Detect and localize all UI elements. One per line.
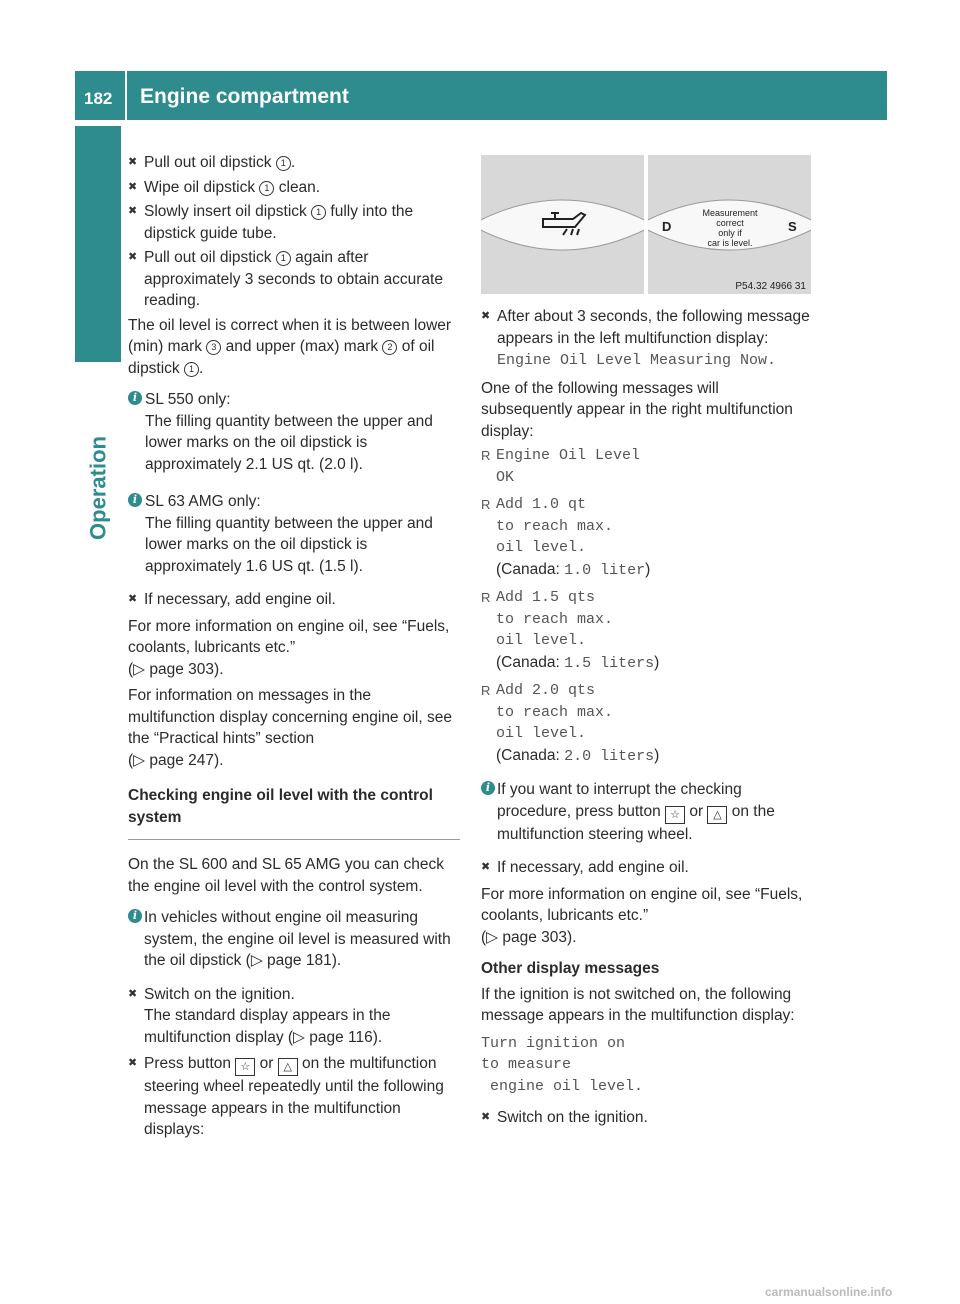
header-divider: [125, 71, 127, 120]
page-ref-link[interactable]: (▷ page 303).: [481, 928, 577, 946]
info-sl63: i SL 63 AMG only: The filling quantity between the upper and lower marks on the oil dipstick is approximately 1.6 US qt. (1.5 l).: [128, 491, 460, 577]
step-press-button: ✖ Press button ☆ or △ on the multifunction steering wheel repeatedly until the following message appears in the multifunction displays:: [128, 1053, 460, 1141]
left-display-graphic: [481, 155, 644, 294]
display-letter-d: D: [662, 219, 672, 234]
left-display-panel: [481, 155, 644, 294]
info-icon: i: [481, 781, 495, 795]
step-switch-ignition: ✖ Switch on the ignition.: [481, 1107, 813, 1129]
display-line: correct: [716, 218, 744, 228]
callout-1: 1: [276, 156, 291, 171]
info-icon: i: [128, 909, 142, 923]
following-messages-text: One of the following messages will subsequently appear in the right multifunction display:: [481, 379, 793, 440]
section-heading: Checking engine oil level with the control system: [128, 787, 433, 826]
message-item: R Engine Oil Level OK: [481, 445, 813, 488]
step-pull-out: ✖ Pull out oil dipstick 1 .: [128, 152, 460, 174]
callout-1: 1: [259, 181, 274, 196]
other-messages-text: If the ignition is not switched on, the following message appears in the multifunction display:: [481, 985, 795, 1024]
section-title: Engine compartment: [140, 85, 349, 108]
arrow-up-button-icon: △: [707, 806, 727, 824]
messages-info-text: For information on messages in the multifunction display concerning engine oil, see the “Practical hints” section (▷ page 247).: [128, 687, 452, 769]
step-ignition: ✖ Switch on the ignition. The standard display appears in the multifunction display (▷ page 116).: [128, 984, 460, 1049]
info-sl550: i SL 550 only: The filling quantity between the upper and lower marks on the oil dipstick is approximately 2.1 US qt. (2.0 l).: [128, 389, 460, 475]
step-pull-again: ✖ Pull out oil dipstick 1 again after approximately 3 seconds to obtain accurate reading.: [128, 247, 460, 312]
message-list: [481, 445, 813, 767]
arrow-up-button-icon: △: [278, 1058, 298, 1076]
info-interrupt: i If you want to interrupt the checking procedure, press button ☆ or △ on the multifunction steering wheel.: [481, 779, 813, 845]
other-messages-heading: Other display messages: [481, 960, 660, 977]
dipstick-steps: [128, 152, 460, 312]
sidebar-label: Operation: [85, 436, 111, 540]
arrow-down-button-icon: ☆: [235, 1058, 255, 1076]
step-after-3-seconds: ✖ After about 3 seconds, the following message appears in the left multifunction display: Engine Oil Level Measuring Now.: [481, 306, 813, 372]
sidebar-block: [75, 126, 121, 362]
display-line: Measurement: [702, 208, 758, 218]
page-ref-link[interactable]: (▷ page 247).: [128, 751, 224, 769]
page-ref-link[interactable]: (▷ page 303).: [128, 660, 224, 678]
display-letter-s: S: [788, 219, 797, 234]
right-display-panel: [648, 155, 811, 294]
step-add-oil: ✖ If necessary, add engine oil.: [128, 589, 460, 611]
callout-1: 1: [184, 362, 199, 377]
left-column: [128, 152, 460, 1144]
callout-2: 2: [382, 340, 397, 355]
display-line: only if: [718, 228, 742, 238]
page-number: 182: [84, 89, 113, 108]
step-wipe: ✖ Wipe oil dipstick 1 clean.: [128, 177, 460, 199]
oil-level-text: The oil level is correct when it is between lower (min) mark 3 and upper (max) mark 2 of oil dipstick 1 .: [128, 316, 452, 377]
step-add-oil: ✖ If necessary, add engine oil.: [481, 857, 813, 879]
message-item: R Add 1.5 qts to reach max. oil level. (Canada: 1.5 liters): [481, 587, 813, 674]
step-insert: ✖ Slowly insert oil dipstick 1 fully into the dipstick guide tube.: [128, 201, 460, 244]
heading-rule: [128, 839, 460, 840]
info-no-measuring: i In vehicles without engine oil measuring system, the engine oil level is measured with the oil dipstick (▷ page 181).: [128, 907, 460, 972]
display-illustration: [481, 155, 812, 294]
info-icon: i: [128, 391, 142, 405]
callout-1: 1: [311, 205, 326, 220]
more-info-text: For more information on engine oil, see “Fuels, coolants, lubricants etc.” (▷ page 303).: [128, 617, 450, 678]
image-caption: P54.32 4966 31: [735, 281, 806, 292]
arrow-down-button-icon: ☆: [665, 806, 685, 824]
display-message: Engine Oil Level Measuring Now.: [497, 352, 777, 369]
display-line: car is level.: [707, 238, 753, 248]
callout-3: 3: [206, 340, 221, 355]
callout-1: 1: [276, 251, 291, 266]
ignition-message: Turn ignition on to measure engine oil level.: [481, 1034, 644, 1095]
message-item: R Add 1.0 qt to reach max. oil level. (Canada: 1.0 liter): [481, 494, 813, 581]
control-system-text: On the SL 600 and SL 65 AMG you can check the engine oil level with the control system.: [128, 856, 444, 895]
info-icon: i: [128, 493, 142, 507]
right-display-graphic: [648, 155, 811, 294]
watermark: carmanualsonline.info: [765, 1285, 893, 1299]
message-item: R Add 2.0 qts to reach max. oil level. (Canada: 2.0 liters): [481, 680, 813, 767]
right-column: [481, 306, 813, 1132]
more-info-text: For more information on engine oil, see “Fuels, coolants, lubricants etc.” (▷ page 303).: [481, 885, 803, 946]
